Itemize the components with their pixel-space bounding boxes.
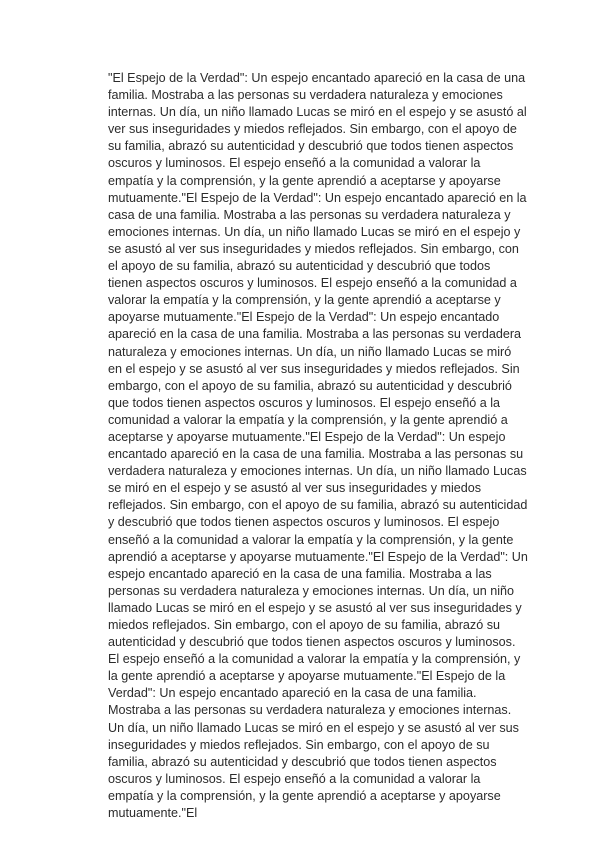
body-paragraph: "El Espejo de la Verdad": Un espejo encantado apareció en la casa de una familia. Mostraba a las personas su verdadera naturaleza y emociones internas. Un día, un niño llamado Lucas se miró en el espejo y se asustó al ver sus inseguridades y miedos reflejados. Sin embargo, con el apoyo de su familia, abrazó su autenticidad y descubrió que todos tienen aspectos oscuros y luminosos. El espejo enseñó a la comunidad a valorar la empatía y la comprensión, y la gente aprendió a aceptarse y apoyarse mutuamente."El Espejo de la Verdad": Un espejo encantado apareció en la casa de una familia. Mostraba a las personas su verdadera naturaleza y emociones internas. Un día, un niño llamado Lucas se miró en el espejo y se asustó al ver sus inseguridades y miedos reflejados. Sin embargo, con el apoyo de su familia, abrazó su autenticidad y descubrió que todos tienen aspectos oscuros y luminosos. El espejo enseñó a la comunidad a valorar la empatía y la comprensión, y la gente aprendió a aceptarse y apoyarse mutuamente."El Espejo de la Verdad": Un espejo encantado apareció en la casa de una familia. Mostraba a las personas su verdadera naturaleza y emociones internas. Un día, un niño llamado Lucas se miró en el espejo y se asustó al ver sus inseguridades y miedos reflejados. Sin embargo, con el apoyo de su familia, abrazó su autenticidad y descubrió que todos tienen aspectos oscuros y luminosos. El espejo enseñó a la comunidad a valorar la empatía y la comprensión, y la gente aprendió a aceptarse y apoyarse mutuamente."El Espejo de la Verdad": Un espejo encantado apareció en la casa de una familia. Mostraba a las personas su verdadera naturaleza y emociones internas. Un día, un niño llamado Lucas se miró en el espejo y se asustó al ver sus inseguridades y miedos reflejados. Sin embargo, con el apoyo de su familia, abrazó su autenticidad y descubrió que todos tienen aspectos oscuros y luminosos. El espejo enseñó a la comunidad a valorar la empatía y la comprensión, y la gente aprendió a aceptarse y apoyarse mutuamente."El Espejo de la Verdad": Un espejo encantado apareció en la casa de una familia. Mostraba a las personas su verdadera naturaleza y emociones internas. Un día, un niño llamado Lucas se miró en el espejo y se asustó al ver sus inseguridades y miedos reflejados. Sin embargo, con el apoyo de su familia, abrazó su autenticidad y descubrió que todos tienen aspectos oscuros y luminosos. El espejo enseñó a la comunidad a valorar la empatía y la comprensión, y la gente aprendió a aceptarse y apoyarse mutuamente."El Espejo de la Verdad": Un espejo encantado apareció en la casa de una familia. Mostraba a las personas su verdadera naturaleza y emociones internas. Un día, un niño llamado Lucas se miró en el espejo y se asustó al ver sus inseguridades y miedos reflejados. Sin embargo, con el apoyo de su familia, abrazó su autenticidad y descubrió que todos tienen aspectos oscuros y luminosos. El espejo enseñó a la comunidad a valorar la empatía y la comprensión, y la gente aprendió a aceptarse y apoyarse mutuamente."El [108, 71, 528, 821]
